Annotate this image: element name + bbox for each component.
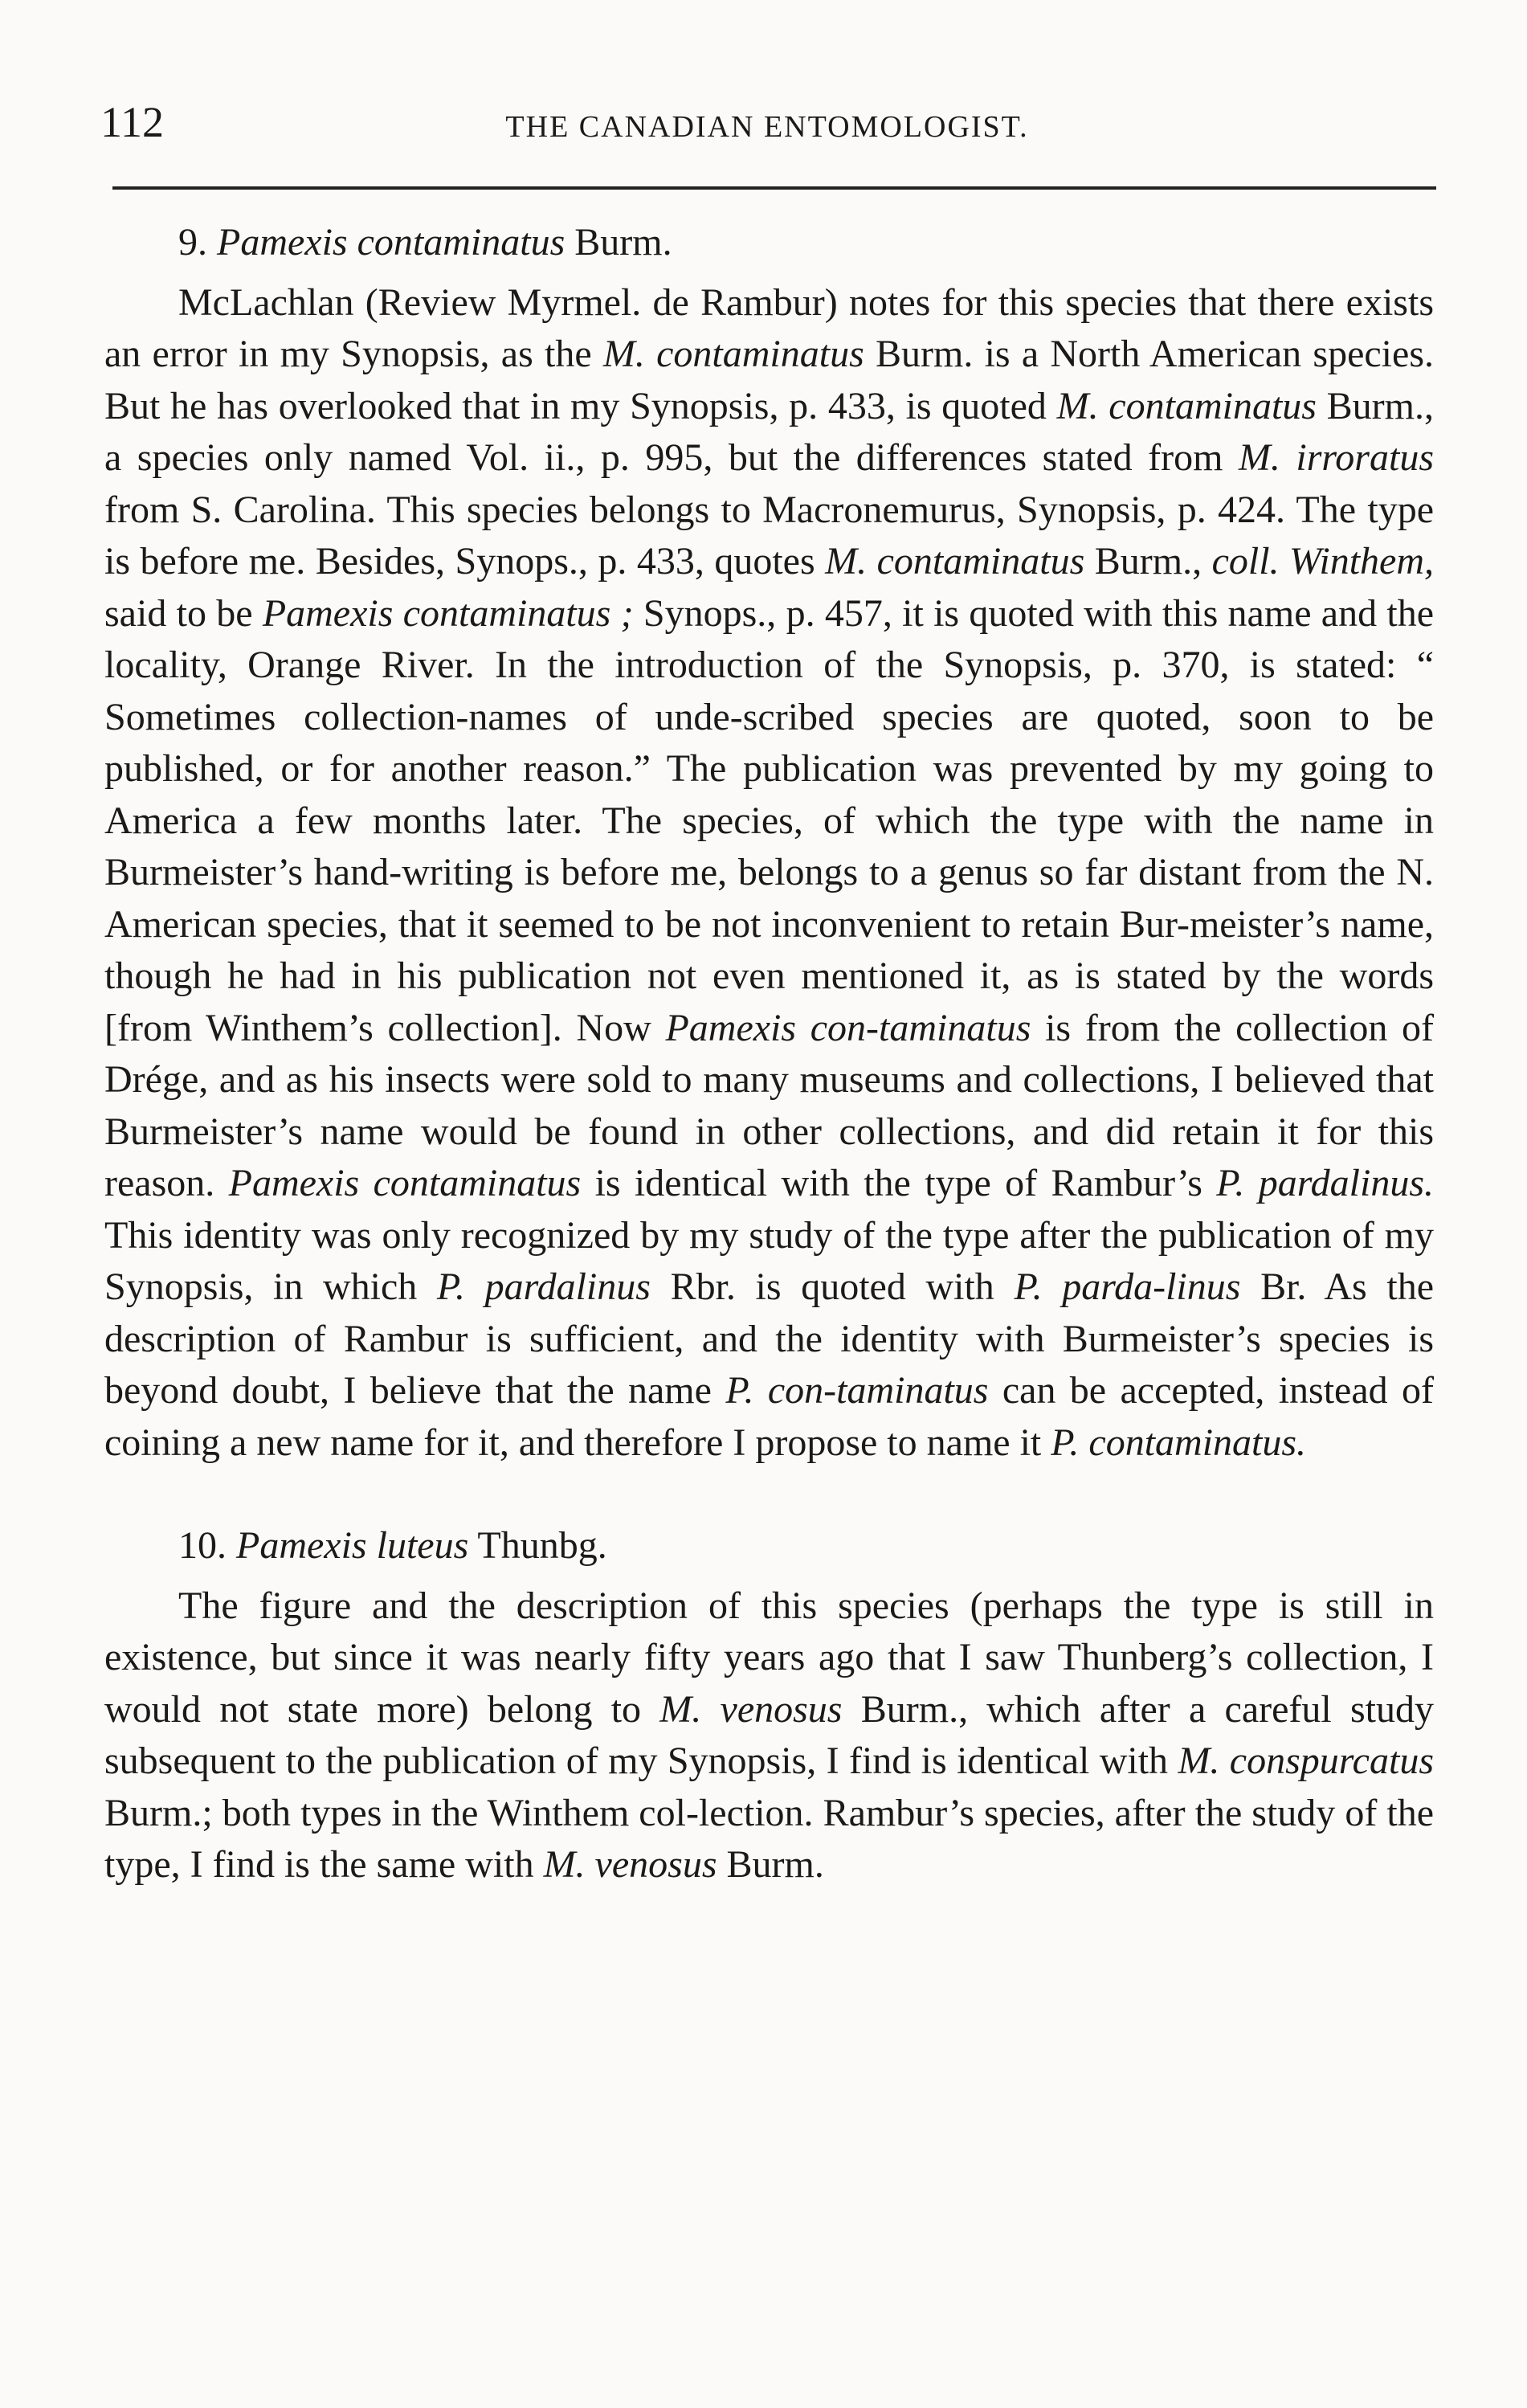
italic-term: M. contaminatus [825, 540, 1085, 583]
italic-term: P. parda-linus [1014, 1265, 1241, 1308]
article-body [104, 201, 1434, 1891]
italic-term: M. venosus [543, 1843, 717, 1886]
italic-term: Pamexis con-taminatus [665, 1006, 1031, 1049]
italic-term: M. contaminatus [1056, 384, 1317, 427]
species-heading-9 [178, 217, 1434, 269]
species-number: 9. [178, 221, 207, 264]
italic-term: Pamexis contaminatus [228, 1162, 582, 1204]
italic-term: P. pardalinus. [1216, 1162, 1435, 1204]
species-number: 10. [178, 1524, 227, 1567]
italic-term: M. irroratus [1238, 436, 1435, 479]
species-heading-10 [178, 1520, 1434, 1572]
species-author: Burm. [574, 221, 672, 264]
header-rule [112, 186, 1436, 190]
page-header [100, 90, 1434, 154]
page-number: 112 [100, 98, 164, 146]
italic-term: P. contaminatus. [1051, 1421, 1307, 1464]
species-author: Thunbg. [477, 1524, 607, 1567]
species-name: Pamexis contaminatus [217, 221, 565, 264]
italic-term: M. conspurcatus [1178, 1740, 1435, 1782]
italic-term: P. con-taminatus [725, 1369, 989, 1412]
species-10-paragraph: The figure and the description of this species (perhaps the type is still in existence, but since it was nearly fifty years ago that I saw Thunberg’s collection, I would not state more) belong to M. venosus Burm., which after a careful study subsequent to the publication of my Synopsis, I find is identical with M. conspurcatus Burm.; both types in the Winthem col-lection. Rambur’s species, after the study of the type, I find is the same with M. venosus Burm. [104, 1584, 1435, 1886]
italic-term: M. contaminatus [602, 333, 864, 375]
italic-term: coll. Winthem, [1211, 540, 1434, 583]
species-9-paragraph: McLachlan (Review Myrmel. de Rambur) notes for this species that there exists an error in my Synopsis, as the M. contaminatus Burm. is a North American species. But he has overlooked that in my Synopsis, p. 433, is quoted M. contaminatus Burm., a species only named Vol. ii., p. 995, but the differences stated from M. irroratus from S. Carolina. This species belongs to Macronemurus, Synopsis, p. 424. The type is before me. Besides, Synops., p. 433, quotes M. contaminatus Burm., coll. Winthem, said to be Pamexis contaminatus ; Synops., p. 457, it is quoted with this name and the locality, Orange River. In the introduction of the Synopsis, p. 370, is stated: “ Sometimes collection-names of unde-scribed species are quoted, soon to be published, or for another reason.” The publication was prevented by my going to America a few months later. The species, of which the type with the name in Burmeister’s hand-writing is before me, belongs to a genus so far distant from the N. American species, that it seemed to be not inconvenient to retain Bur-meister’s name, though he had in his publication not even mentioned it, as is stated by the words [from Winthem’s collection]. Now Pamexis con-taminatus is from the collection of Drége, and as his insects were sold to many museums and collections, I believed that Burmeister’s name would be found in other collections, and did retain it for this reason. Pamexis contaminatus is identical with the type of Rambur’s P. pardalinus. This identity was only recognized by my study of the type after the publication of my Synopsis, in which P. pardalinus Rbr. is quoted with P. parda-linus Br. As the description of Rambur is sufficient, and the identity with Burmeister’s species is beyond doubt, I believe that the name P. con-taminatus can be accepted, instead of coining a new name for it, and therefore I propose to name it P. contaminatus. [104, 280, 1435, 1464]
italic-term: M. venosus [659, 1687, 843, 1731]
species-name: Pamexis luteus [236, 1524, 469, 1567]
italic-term: Pamexis contaminatus ; [262, 591, 634, 635]
running-title: THE CANADIAN ENTOMOLOGIST. [505, 110, 1029, 144]
italic-term: P. pardalinus [436, 1265, 651, 1308]
